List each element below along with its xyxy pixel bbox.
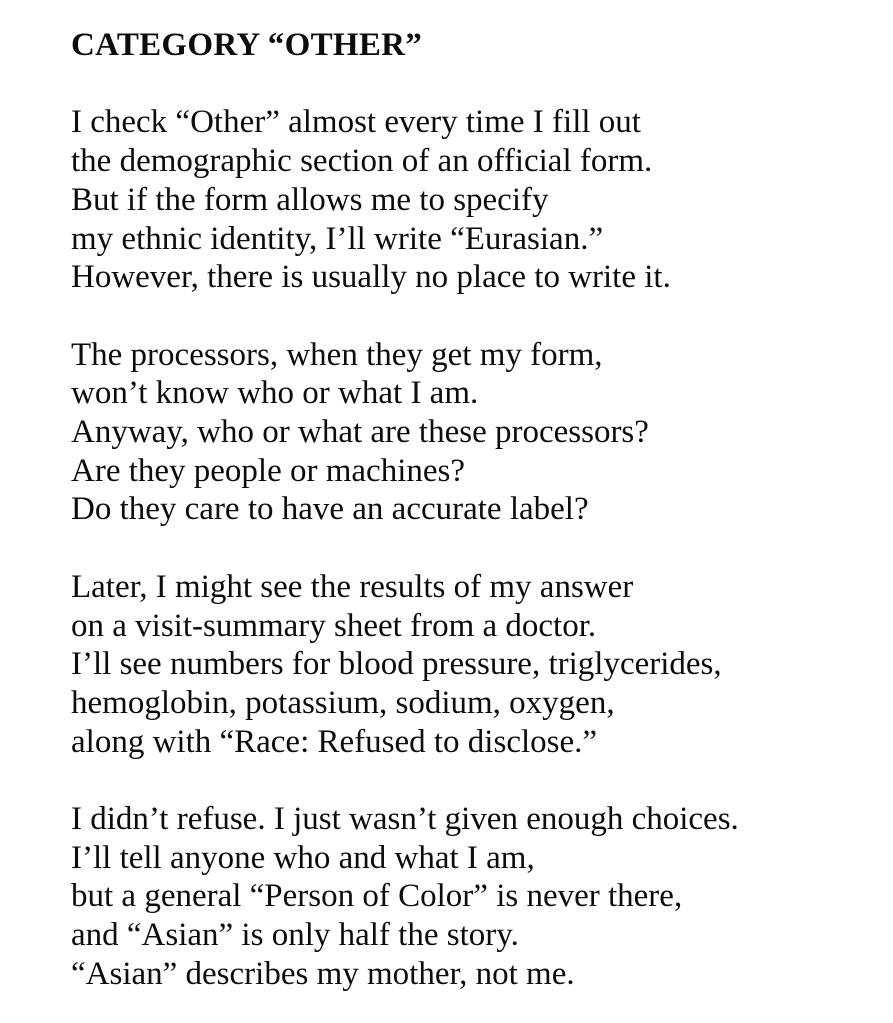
stanza-2 xyxy=(71,336,853,530)
poem-line: but a general “Person of Color” is never there, xyxy=(71,878,683,915)
poem-line: the demographic section of an official form. xyxy=(71,143,653,180)
stanza-1 xyxy=(71,103,853,297)
poem-line: The processors, when they get my form, xyxy=(71,336,603,373)
poem-line: hemoglobin, potassium, sodium, oxygen, xyxy=(71,684,615,721)
poem-line: But if the form allows me to specify xyxy=(71,181,549,218)
poem-line: Are they people or machines? xyxy=(71,452,466,489)
poem-line: Do they care to have an accurate label? xyxy=(71,491,589,528)
stanza-4 xyxy=(71,800,853,994)
poem-line: Anyway, who or what are these processors? xyxy=(71,414,649,450)
poem-line: I’ll see numbers for blood pressure, triglycerides, xyxy=(71,646,722,683)
poem-line: along with “Race: Refused to disclose.” xyxy=(71,723,598,760)
poem-title: CATEGORY “OTHER” xyxy=(71,27,423,63)
poem-line: I’ll tell anyone who and what I am, xyxy=(71,839,535,876)
poem-line: I check “Other” almost every time I fill out xyxy=(71,104,641,141)
poem-line: on a visit-summary sheet from a doctor. xyxy=(71,607,597,644)
stanza-3 xyxy=(71,568,853,762)
poem-line: However, there is usually no place to write it. xyxy=(71,259,671,296)
poem-line: won’t know who or what I am. xyxy=(71,375,479,412)
poem-line: “Asian” describes my mother, not me. xyxy=(71,955,575,992)
poem-line: I didn’t refuse. I just wasn’t given enough choices. xyxy=(71,801,739,837)
poem-line: Later, I might see the results of my answer xyxy=(71,568,634,605)
poem-line: and “Asian” is only half the story. xyxy=(71,917,519,954)
poem-line: my ethnic identity, I’ll write “Eurasian.” xyxy=(71,220,604,257)
